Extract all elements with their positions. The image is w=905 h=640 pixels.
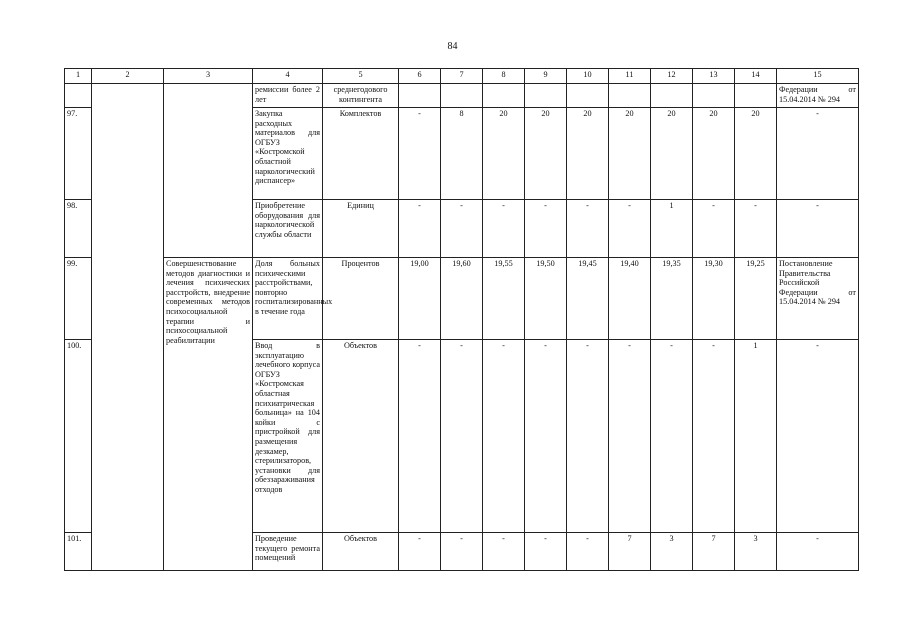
header-cell: 5 (323, 69, 399, 84)
value-cell: - (525, 533, 567, 571)
value-cell: - (441, 533, 483, 571)
value-cell: - (441, 200, 483, 258)
row-number: 97. (65, 108, 92, 200)
value-cell (525, 84, 567, 108)
header-cell: 15 (777, 69, 859, 84)
value-cell: 3 (735, 533, 777, 571)
value-cell: - (399, 200, 441, 258)
header-cell: 10 (567, 69, 609, 84)
unit-cell: Объектов (323, 533, 399, 571)
unit-cell: Объектов (323, 340, 399, 533)
header-cell: 3 (164, 69, 253, 84)
value-cell (651, 84, 693, 108)
row-number: 100. (65, 340, 92, 533)
value-cell: 3 (651, 533, 693, 571)
value-cell: - (567, 340, 609, 533)
row-number: 101. (65, 533, 92, 571)
header-cell: 7 (441, 69, 483, 84)
value-cell: - (609, 340, 651, 533)
basis-cell: - (777, 533, 859, 571)
header-cell: 14 (735, 69, 777, 84)
header-cell: 13 (693, 69, 735, 84)
value-cell: 19,40 (609, 258, 651, 340)
header-cell: 9 (525, 69, 567, 84)
value-cell: 1 (735, 340, 777, 533)
indicator-name: Приобретение оборудования для наркологической службы области (253, 200, 323, 258)
value-cell: 19,55 (483, 258, 525, 340)
value-cell: 19,30 (693, 258, 735, 340)
value-cell: 20 (735, 108, 777, 200)
value-cell: - (441, 340, 483, 533)
value-cell: 7 (693, 533, 735, 571)
indicator-name: Закупка расходных материалов для ОГБУЗ «Костромской областной наркологический диспансер» (253, 108, 323, 200)
basis-cell: - (777, 108, 859, 200)
indicators-table (64, 68, 859, 571)
value-cell: 19,60 (441, 258, 483, 340)
value-cell (483, 84, 525, 108)
indicator-name: Ввод в эксплуатацию лечебного корпуса ОГБУЗ «Костромская областная психиатрическая больница» на 104 койки с пристройкой для размещения дезкамер, стерилизаторов, установки для обеззараживания отходов (253, 340, 323, 533)
value-cell: - (567, 533, 609, 571)
header-row (65, 69, 859, 84)
unit-cell: среднегодового контингента (323, 84, 399, 108)
value-cell (693, 84, 735, 108)
row-number: 98. (65, 200, 92, 258)
header-cell: 11 (609, 69, 651, 84)
value-cell: - (609, 200, 651, 258)
basis-cell: - (777, 200, 859, 258)
header-cell: 4 (253, 69, 323, 84)
table-cell (164, 84, 253, 258)
column-2-cell (92, 84, 164, 571)
value-cell (399, 84, 441, 108)
table-cell (65, 84, 92, 108)
value-cell: 20 (693, 108, 735, 200)
value-cell: - (567, 200, 609, 258)
value-cell: - (399, 340, 441, 533)
value-cell: - (693, 200, 735, 258)
value-cell: 19,50 (525, 258, 567, 340)
header-cell: 2 (92, 69, 164, 84)
value-cell: - (483, 533, 525, 571)
value-cell (567, 84, 609, 108)
value-cell: - (399, 533, 441, 571)
value-cell: - (525, 200, 567, 258)
value-cell: - (483, 200, 525, 258)
value-cell: 1 (651, 200, 693, 258)
basis-cell: Федерации от 15.04.2014 № 294 (777, 84, 859, 108)
value-cell: 7 (609, 533, 651, 571)
value-cell (735, 84, 777, 108)
value-cell: 19,35 (651, 258, 693, 340)
row-number: 99. (65, 258, 92, 340)
value-cell: - (651, 340, 693, 533)
value-cell: 20 (609, 108, 651, 200)
indicator-name: ремиссии более 2 лет (253, 84, 323, 108)
value-cell: 8 (441, 108, 483, 200)
value-cell: 20 (651, 108, 693, 200)
indicator-name: Доля больных психическими расстройствами, повторно госпитализированных в течение года (253, 258, 323, 340)
value-cell: - (693, 340, 735, 533)
page-number: 84 (447, 41, 458, 52)
value-cell: 19,45 (567, 258, 609, 340)
value-cell: - (483, 340, 525, 533)
value-cell: 20 (525, 108, 567, 200)
header-cell: 1 (65, 69, 92, 84)
table-row (65, 258, 859, 340)
unit-cell: Процентов (323, 258, 399, 340)
unit-cell: Комплектов (323, 108, 399, 200)
value-cell: - (525, 340, 567, 533)
value-cell (609, 84, 651, 108)
unit-cell: Единиц (323, 200, 399, 258)
value-cell: 20 (483, 108, 525, 200)
value-cell: 19,25 (735, 258, 777, 340)
value-cell: - (399, 108, 441, 200)
basis-cell: Постановление Правительства Российской Федерации от 15.04.2014 № 294 (777, 258, 859, 340)
header-cell: 12 (651, 69, 693, 84)
value-cell: 20 (567, 108, 609, 200)
basis-cell: - (777, 340, 859, 533)
continuation-row (65, 84, 859, 108)
value-cell: 19,00 (399, 258, 441, 340)
header-cell: 8 (483, 69, 525, 84)
indicator-name: Проведение текущего ремонта помещений (253, 533, 323, 571)
header-cell: 6 (399, 69, 441, 84)
value-cell: - (735, 200, 777, 258)
value-cell (441, 84, 483, 108)
measure-name: Совершенствование методов диагностики и лечения психических расстройств, внедрение современных методов психосоциальной терапии и психосоциальной реабилитации (164, 258, 253, 571)
